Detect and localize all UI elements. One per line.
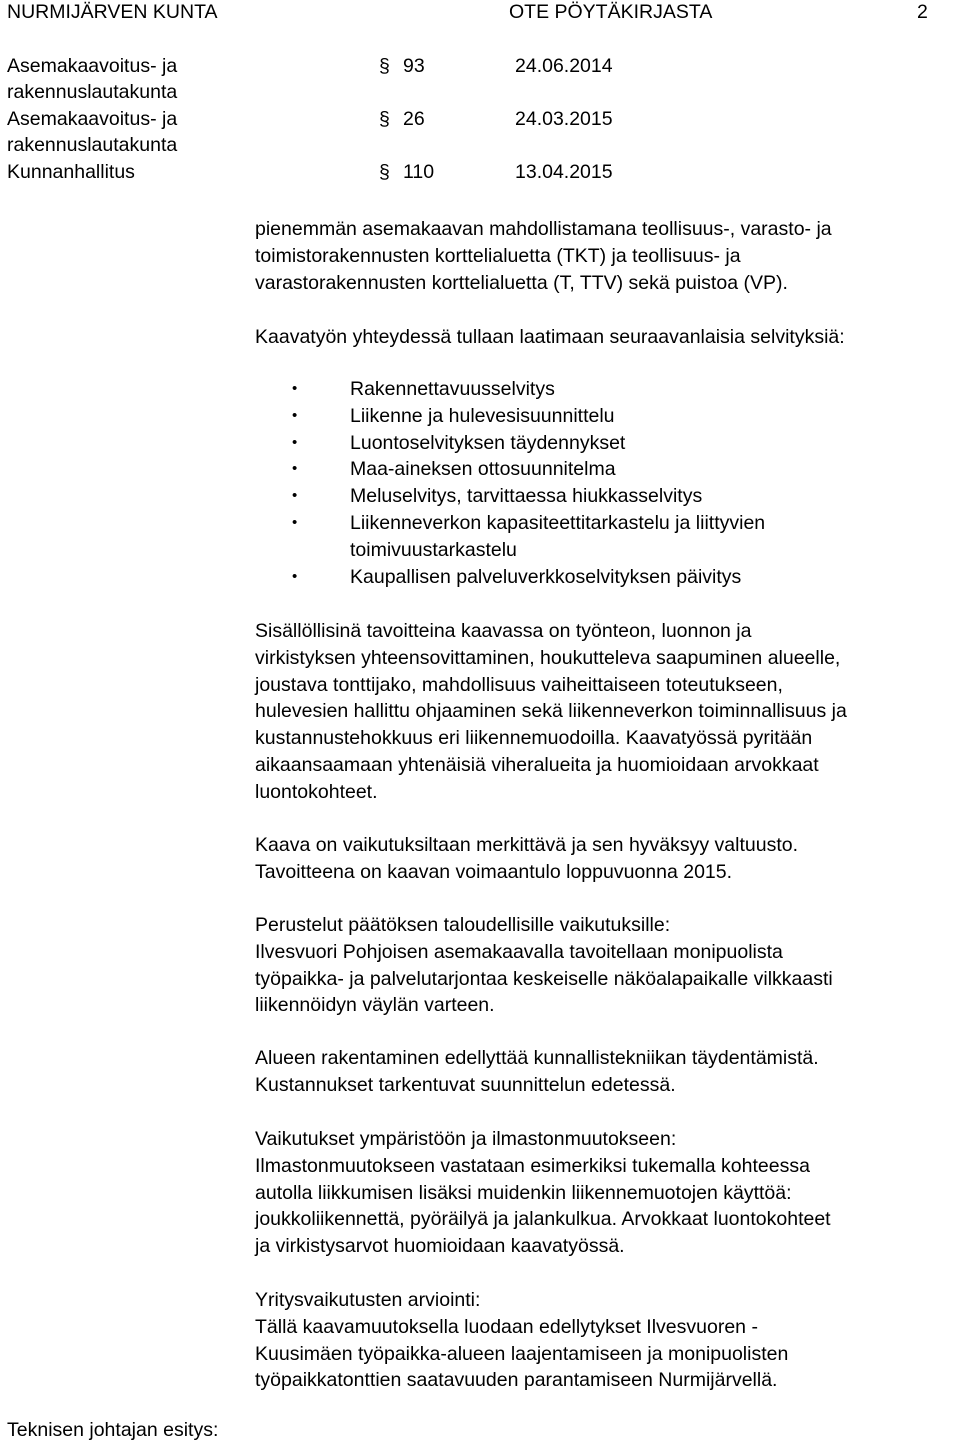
text-line: joustava tonttijako, mahdollisuus vaiheittaiseen toteutukseen,	[255, 673, 783, 696]
impact-paragraph	[255, 832, 960, 886]
text-line: Tällä kaavamuutoksella luodaan edellytykset Ilvesvuoren -	[255, 1315, 758, 1338]
list-item	[255, 564, 765, 591]
list-item-text: Liikenne ja hulevesisuunnittelu	[350, 404, 615, 427]
reference-body-line2: rakennuslautakunta	[7, 81, 178, 103]
text-line: Tavoitteena on kaavan voimaantulo loppuvuonna 2015.	[255, 860, 733, 883]
reference-row	[7, 106, 613, 158]
text-line: Vaikutukset ympäristöön ja ilmastonmuutokseen:	[255, 1128, 677, 1150]
text-line: Alueen rakentaminen edellyttää kunnallistekniikan täydentämistä.	[255, 1047, 819, 1069]
bullet-icon: •	[292, 380, 298, 397]
organization-name: NURMIJÄRVEN KUNTA	[7, 1, 218, 23]
intro-paragraph	[255, 216, 960, 296]
bullet-icon: •	[292, 460, 298, 478]
reference-row	[7, 53, 613, 105]
text-line: toimistorakennusten korttelialuetta (TKT) ja teollisuus- ja	[255, 244, 741, 267]
proposal-label: Teknisen johtajan esitys:	[7, 1419, 219, 1441]
text-line: kustannustehokkuus eri liikennemuodoilla. Kaavatyössä pyritään	[255, 727, 813, 750]
text-line: Perustelut päätöksen taloudellisille vaikutuksille:	[255, 914, 671, 936]
list-item	[255, 510, 765, 564]
text-line: hulevesien hallittu ohjaaminen sekä liikenneverkon toiminnallisuus ja	[255, 700, 847, 723]
text-line: Kaava on vaikutuksiltaan merkittävä ja sen hyväksyy valtuusto.	[255, 834, 799, 856]
text-line: aikaansaamaan yhtenäisiä viheralueita ja huomioidaan arvokkaat	[255, 753, 819, 776]
list-item-text: Liikenneverkon kapasiteettitarkastelu ja liittyvien	[350, 511, 766, 534]
list-item	[255, 456, 765, 483]
environment-paragraph	[255, 1126, 960, 1260]
text-line: Kustannukset tarkentuvat suunnittelun edetessä.	[255, 1073, 676, 1096]
list-item-text: toimivuustarkastelu	[350, 538, 517, 561]
list-item	[255, 376, 765, 403]
reference-date: 24.03.2015	[515, 108, 613, 130]
bullet-icon: •	[292, 433, 298, 451]
reference-date: 13.04.2015	[515, 161, 613, 183]
list-item-text: Maa-aineksen ottosuunnitelma	[350, 458, 616, 481]
list-item-text: Kaupallisen palveluverkkoselvityksen päivitys	[350, 565, 742, 588]
business-impacts-paragraph	[255, 1287, 960, 1394]
list-item-text: Rakennettavuusselvitys	[350, 378, 555, 400]
reference-body-line1: Asemakaavoitus- ja	[7, 55, 178, 77]
text-line: työpaikka- ja palvelutarjontaa keskeiselle näköalapaikalle vilkkaasti	[255, 967, 833, 990]
text-line: Ilmastonmuutokseen vastataan esimerkiksi tukemalla kohteessa	[255, 1154, 810, 1177]
page-number: 2	[917, 1, 928, 23]
text-line: pienemmän asemakaavan mahdollistamana teollisuus-, varasto- ja	[255, 218, 832, 240]
economic-impacts-paragraph	[255, 912, 960, 1019]
text-line: Kuusimäen työpaikka-alueen laajentamiseen ja monipuolisten	[255, 1342, 789, 1365]
text-line: varastorakennusten korttelialuetta (T, TTV) sekä puistoa (VP).	[255, 271, 788, 294]
list-item-text: Meluselvitys, tarvittaessa hiukkasselvitys	[350, 485, 703, 508]
text-line: liikennöidyn väylän varteen.	[255, 994, 495, 1017]
studies-list	[255, 376, 765, 590]
text-line: joukkoliikennettä, pyöräilyä ja jalankulkua. Arvokkaat luontokohteet	[255, 1208, 831, 1231]
text-line: autolla liikkumisen lisäksi muidenkin liikennemuotojen käyttöä:	[255, 1181, 792, 1204]
text-line: ja virkistysarvot huomioidaan kaavatyössä.	[255, 1235, 625, 1258]
section-sign: §	[379, 108, 390, 130]
text-line: virkistyksen yhteensovittaminen, houkutteleva saapuminen alueelle,	[255, 646, 841, 669]
bullet-icon: •	[292, 567, 298, 585]
list-item-text: Luontoselvityksen täydennykset	[350, 431, 626, 454]
goals-paragraph	[255, 618, 960, 806]
bullet-icon: •	[292, 487, 298, 505]
reference-body-line1: Asemakaavoitus- ja	[7, 108, 178, 130]
reference-body-line2: rakennuslautakunta	[7, 134, 178, 156]
reference-number: 110	[403, 161, 435, 183]
reference-number: 26	[403, 108, 425, 130]
section-sign: §	[379, 161, 390, 183]
text-line: Yritysvaikutusten arviointi:	[255, 1289, 481, 1311]
text-line: luontokohteet.	[255, 780, 378, 803]
document-type: OTE PÖYTÄKIRJASTA	[509, 1, 713, 23]
reference-body-line1: Kunnanhallitus	[7, 161, 135, 183]
studies-intro	[255, 324, 960, 351]
list-item	[255, 483, 765, 510]
reference-number: 93	[403, 55, 425, 77]
section-sign: §	[379, 55, 390, 77]
costs-paragraph	[255, 1045, 960, 1099]
text-line: työpaikkatonttien saatavuuden parantamiseen Nurmijärvellä.	[255, 1369, 778, 1392]
text-line: Ilvesvuori Pohjoisen asemakaavalla tavoitellaan monipuolista	[255, 940, 783, 963]
reference-row	[7, 159, 613, 185]
list-item	[255, 430, 765, 457]
text-line: Kaavatyön yhteydessä tullaan laatimaan seuraavanlaisia selvityksiä:	[255, 326, 845, 348]
bullet-icon: •	[292, 513, 298, 531]
text-line: Sisällöllisinä tavoitteina kaavassa on työnteon, luonnon ja	[255, 620, 752, 642]
reference-date: 24.06.2014	[515, 55, 613, 77]
bullet-icon: •	[292, 406, 298, 424]
list-item	[255, 403, 765, 430]
